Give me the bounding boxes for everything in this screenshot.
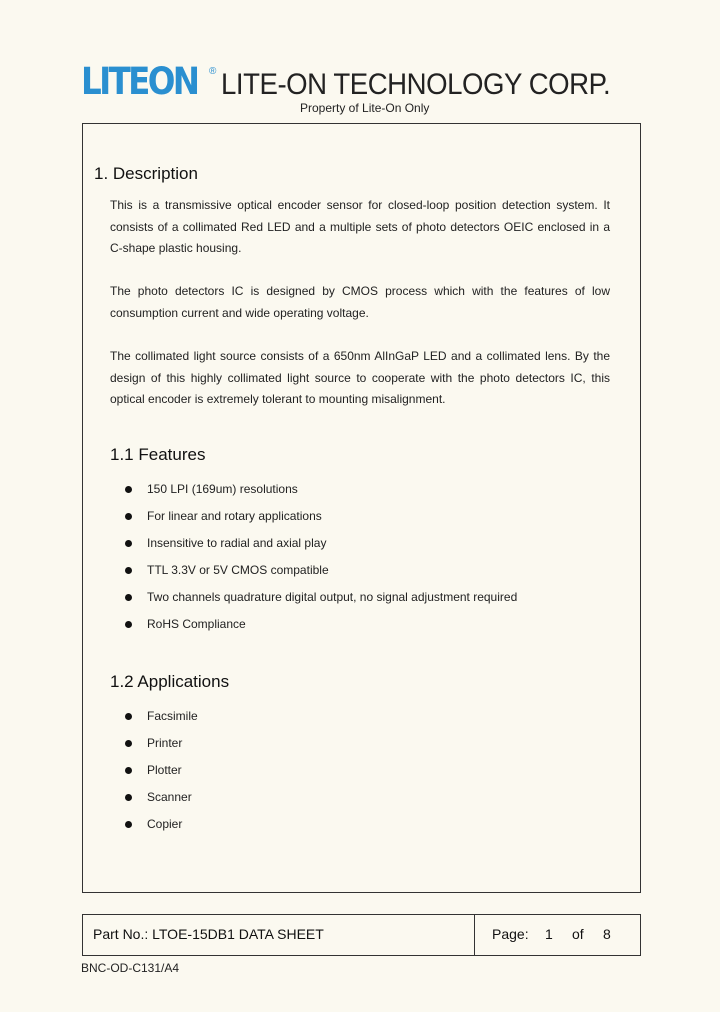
bullet-icon (125, 794, 132, 801)
bullet-icon (125, 621, 132, 628)
applications-heading: 1.2 Applications (110, 672, 230, 691)
bullet-icon (125, 713, 132, 720)
page-total: 8 (603, 926, 611, 942)
description-heading: 1. Description (94, 164, 198, 183)
application-item: Scanner (147, 790, 192, 804)
features-heading: 1.1 Features (110, 445, 206, 464)
document-reference: BNC-OD-C131/A4 (81, 961, 180, 975)
feature-item: TTL 3.3V or 5V CMOS compatible (147, 563, 329, 577)
company-name: LITE-ON TECHNOLOGY CORP. (221, 68, 611, 101)
bullet-icon (125, 740, 132, 747)
description-paragraph-3: The collimated light source consists of a 650nm AlInGaP LED and a collimated lens. By the design of this highly collimated light source to cooperate with the photo detectors IC, this optical encoder is extremely tolerant to mounting misalignment. (110, 349, 610, 406)
bullet-icon (125, 594, 132, 601)
feature-item: Insensitive to radial and axial play (147, 536, 327, 550)
bullet-icon (125, 513, 132, 520)
footer-divider (474, 914, 475, 956)
bullet-icon (125, 767, 132, 774)
page-label: Page: (492, 926, 529, 942)
feature-item: Two channels quadrature digital output, no signal adjustment required (147, 590, 518, 604)
application-item: Printer (147, 736, 183, 750)
bullet-icon (125, 821, 132, 828)
description-paragraph-2: The photo detectors IC is designed by CMOS process which with the features of low consumption current and wide operating voltage. (110, 284, 610, 320)
bullet-icon (125, 567, 132, 574)
application-item: Facsimile (147, 709, 198, 723)
registered-mark: ® (209, 66, 217, 77)
property-notice: Property of Lite-On Only (300, 101, 430, 115)
application-item: Plotter (147, 763, 182, 777)
description-paragraph-1: This is a transmissive optical encoder sensor for closed-loop position detection system. It consists of a collimated Red LED and a multiple sets of photo detectors OEIC enclosed in a C-shape plastic housing. (110, 198, 610, 255)
feature-item: RoHS Compliance (147, 617, 246, 631)
feature-item: 150 LPI (169um) resolutions (147, 482, 298, 496)
bullet-icon (125, 540, 132, 547)
liteon-logo: LITEON (81, 60, 198, 103)
bullet-icon (125, 486, 132, 493)
page-number: 1 (545, 926, 553, 942)
part-number: Part No.: LTOE-15DB1 DATA SHEET (93, 926, 324, 942)
feature-item: For linear and rotary applications (147, 509, 322, 523)
page-of: of (572, 926, 584, 942)
application-item: Copier (147, 817, 183, 831)
